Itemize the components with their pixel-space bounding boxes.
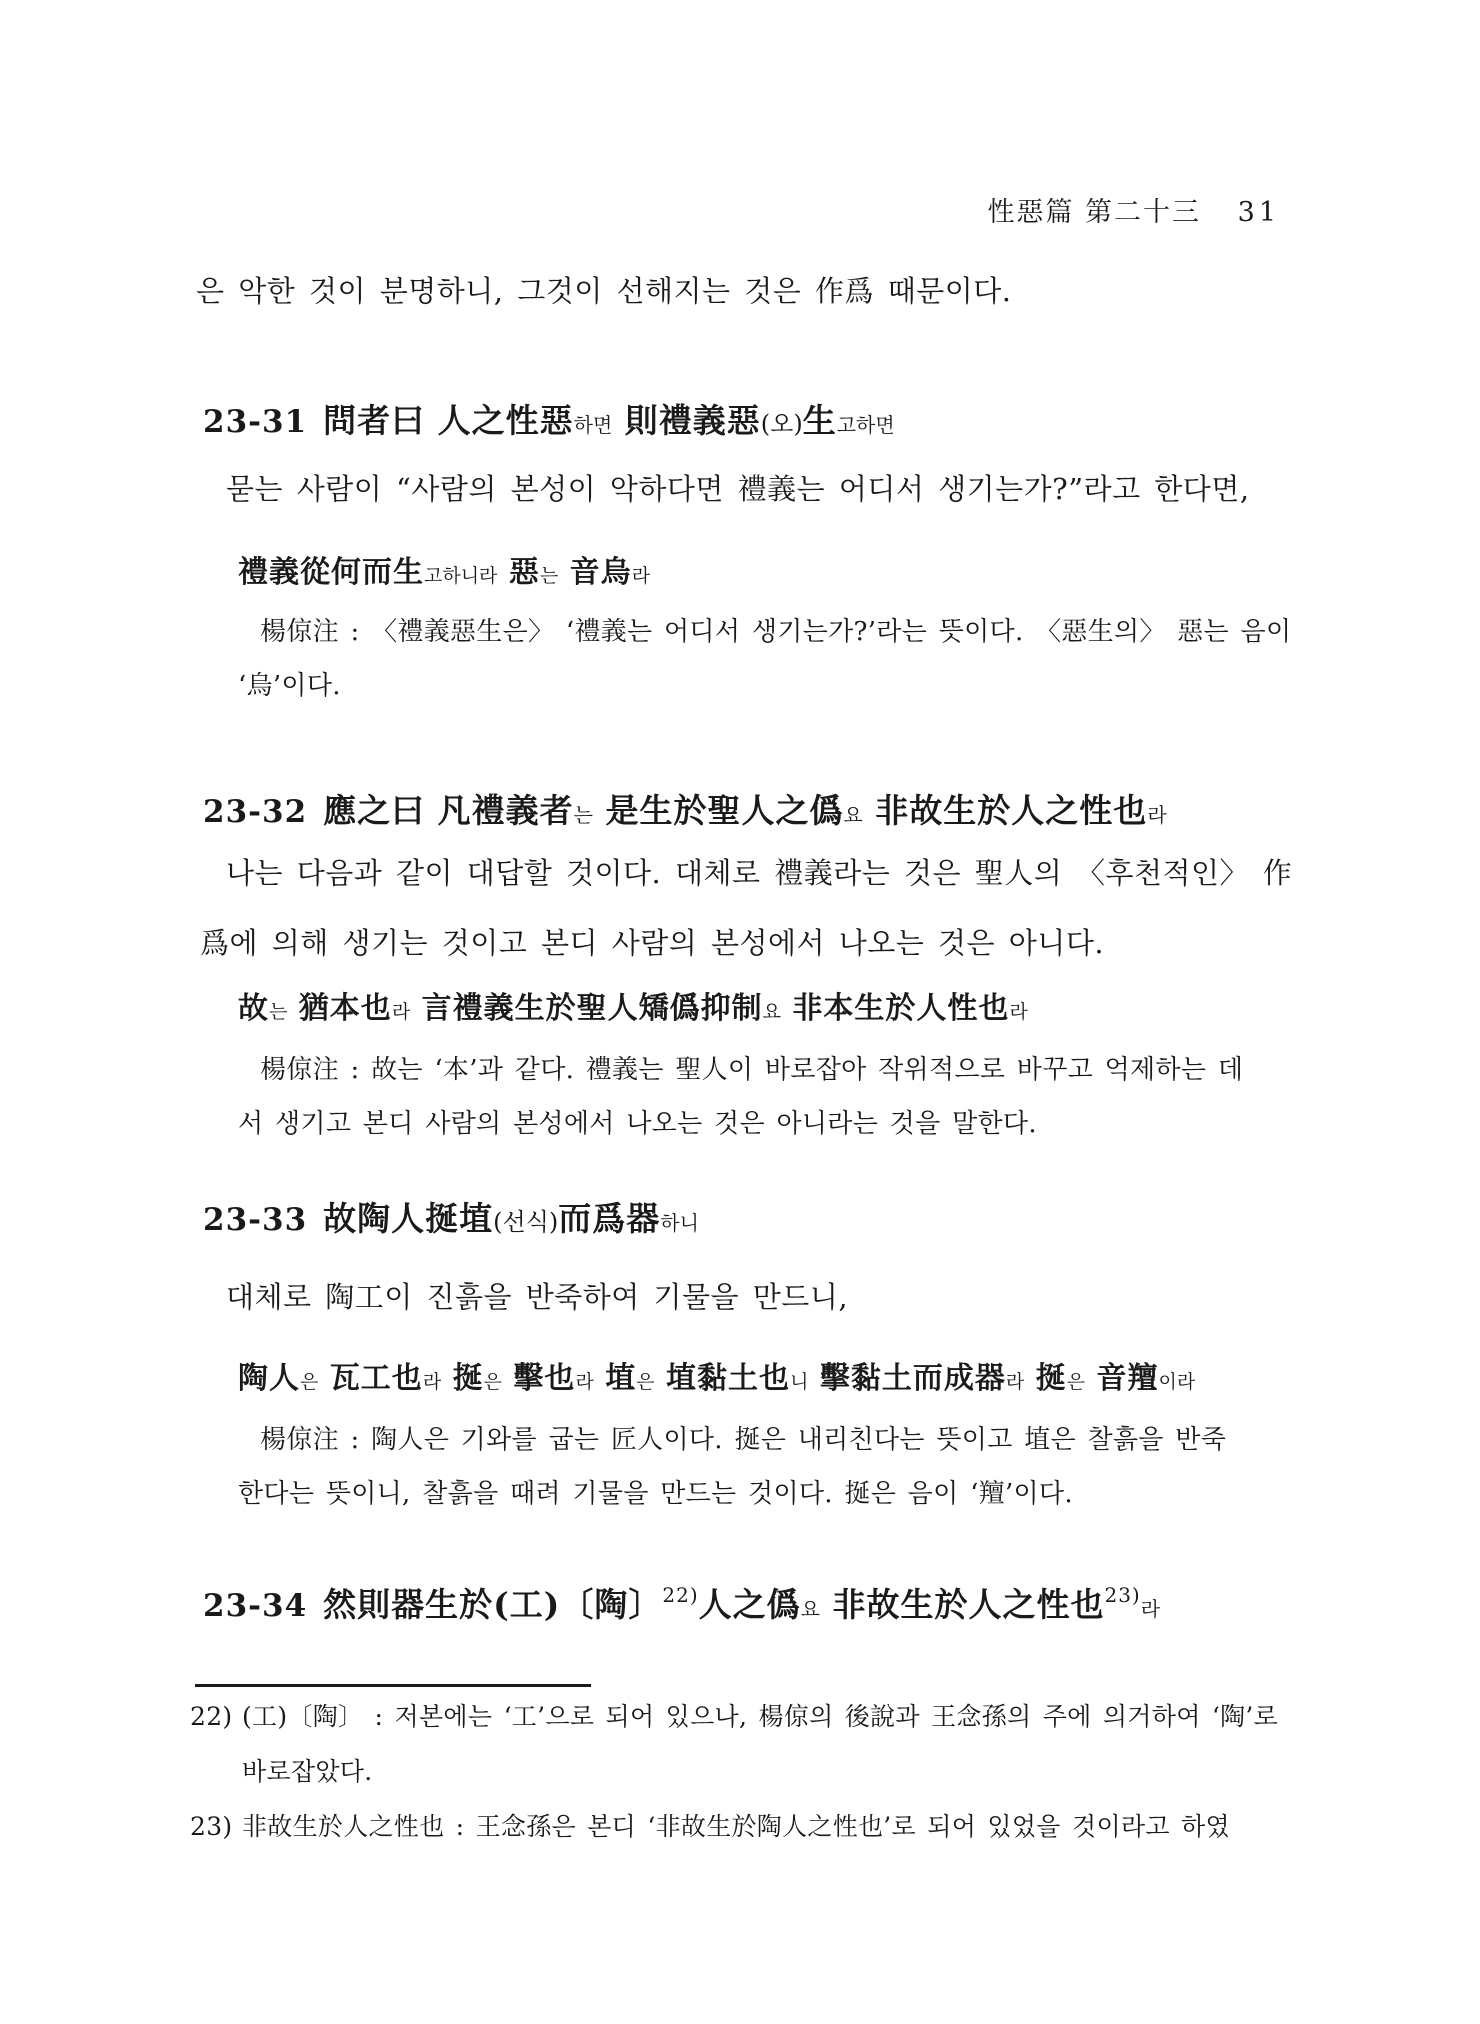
heading-hanja: 非故生於人之性也 <box>862 791 1148 830</box>
original-hanja: 言禮義生於聖人矯僞抑制 <box>410 991 763 1026</box>
footnote-ref-22: 22) <box>662 1583 699 1607</box>
heading-hanja: 然則器生於(工)〔陶〕 <box>323 1585 663 1624</box>
original-suffix: 라 <box>391 1001 411 1023</box>
heading-suffix: 라 <box>1147 803 1167 827</box>
heading-hanja: 是生於聖人之僞 <box>592 791 844 830</box>
heading-hanja: 人之僞 <box>698 1585 801 1624</box>
original-hanja: 瓦工也 <box>318 1361 423 1396</box>
original-hanja: 故 <box>238 991 269 1026</box>
heading-reading: (선식) <box>493 1208 559 1236</box>
original-suffix: 이라 <box>1158 1371 1196 1393</box>
section-heading-23-33 <box>203 1196 1383 1246</box>
original-hanja: 陶人 <box>238 1361 300 1396</box>
original-hanja: 音烏 <box>558 555 632 590</box>
commentary-23-31 <box>238 614 1348 722</box>
original-hanja: 挻 <box>1024 1361 1067 1396</box>
chapter-title: 性惡篇 第二十三 <box>987 197 1202 228</box>
page-number: 31 <box>1237 197 1280 228</box>
original-hanja: 禮義從何而生 <box>238 555 424 590</box>
translation-line: 나는 다음과 같이 대답할 것이다. 대체로 禮義라는 것은 聖人의 〈후천적인〉 作 <box>226 856 1293 890</box>
commentary-line: 서 생기고 본디 사람의 본성에서 나오는 것은 아니라는 것을 말한다. <box>238 1109 1037 1139</box>
footnote-22 <box>190 1698 1402 1808</box>
heading-suffix: 하면 <box>573 413 613 437</box>
section-heading-23-32 <box>203 788 1383 838</box>
heading-reading: (오) <box>760 410 803 438</box>
heading-hanja: 應之曰 凡禮義者 <box>323 791 574 830</box>
original-suffix: 라 <box>1009 1001 1028 1023</box>
heading-hanja: 則禮義惡 <box>612 401 761 440</box>
original-suffix: 라 <box>575 1371 594 1393</box>
original-suffix: 는 <box>269 1001 288 1023</box>
original-hanja: 埴 <box>593 1361 637 1396</box>
original-suffix: 고하니라 <box>424 565 498 587</box>
commentary-23-33 <box>238 1422 1348 1530</box>
original-hanja: 埴黏土也 <box>654 1361 791 1396</box>
heading-hanja: 非故生於人之性也 <box>819 1585 1105 1624</box>
original-hanja: 擊黏土而成器 <box>808 1361 1006 1396</box>
section-number: 23-32 <box>203 794 308 830</box>
footnote-ref-23: 23) <box>1104 1583 1141 1607</box>
original-hanja: 非本生於人性也 <box>780 991 1010 1026</box>
running-header <box>987 190 1280 229</box>
commentary-line: 한다는 뜻이니, 찰흙을 때려 기물을 만드는 것이다. 挻은 음이 ‘羶’이다. <box>238 1479 1073 1509</box>
footnote-line: 非故生於人之性也 : 王念孫은 본디 ‘非故生於陶人之性也’로 되어 있었을 것이라고 하였 <box>242 1812 1230 1841</box>
original-text-23-31 <box>238 552 1348 598</box>
original-suffix: 니 <box>790 1371 809 1393</box>
original-suffix: 은 <box>636 1371 655 1393</box>
section-heading-23-31 <box>203 398 1383 448</box>
original-hanja: 猶本也 <box>287 991 392 1026</box>
commentary-line: ‘烏’이다. <box>238 671 341 701</box>
heading-suffix: 는 <box>573 803 593 827</box>
section-number: 23-33 <box>203 1202 308 1238</box>
footnote-line: 바로잡았다. <box>242 1757 373 1786</box>
original-suffix: 는 <box>539 565 559 587</box>
original-hanja: 音羶 <box>1085 1361 1159 1396</box>
section-number: 23-31 <box>203 404 308 440</box>
translation-23-31: 묻는 사람이 “사람의 본성이 악하다면 禮義는 어디서 생기는가?”라고 한다면, <box>226 472 1250 506</box>
original-suffix: 라 <box>422 1371 442 1393</box>
original-suffix: 요 <box>762 1001 781 1023</box>
original-suffix: 은 <box>483 1371 502 1393</box>
heading-suffix: 라 <box>1140 1597 1161 1621</box>
intro-paragraph: 은 악한 것이 분명하니, 그것이 선해지는 것은 作爲 때문이다. <box>196 274 1012 308</box>
translation-23-33: 대체로 陶工이 진흙을 반죽하여 기물을 만드니, <box>226 1280 849 1314</box>
heading-hanja: 而爲器 <box>558 1199 661 1238</box>
heading-suffix: 하니 <box>660 1211 699 1235</box>
original-hanja: 擊也 <box>501 1361 576 1396</box>
heading-hanja: 生 <box>802 401 837 440</box>
footnote-separator <box>195 1684 591 1687</box>
original-text-23-33 <box>238 1358 1348 1404</box>
original-text-23-32 <box>238 988 1348 1034</box>
original-suffix: 은 <box>300 1371 319 1393</box>
footnote-23 <box>190 1808 1402 1863</box>
original-suffix: 라 <box>1005 1371 1025 1393</box>
heading-hanja: 故陶人挻埴 <box>323 1199 494 1238</box>
heading-suffix: 요 <box>843 803 863 827</box>
footnote-marker: 23) <box>190 1812 233 1841</box>
heading-hanja: 問者曰 人之性惡 <box>323 401 574 440</box>
translation-23-32 <box>200 852 1350 992</box>
footnote-line: (工)〔陶〕 : 저본에는 ‘工’으로 되어 있으나, 楊倞의 後說과 王念孫의 주에 의거하여 ‘陶’로 <box>242 1702 1279 1731</box>
translation-line: 爲에 의해 생기는 것이고 본디 사람의 본성에서 나오는 것은 아니다. <box>200 926 1105 960</box>
original-hanja: 挻 <box>441 1361 484 1396</box>
heading-suffix: 고하면 <box>836 413 895 437</box>
section-number: 23-34 <box>203 1588 308 1624</box>
commentary-line: 楊倞注 : 故는 ‘本’과 같다. 禮義는 聖人이 바로잡아 작위적으로 바꾸고 억제하는 데 <box>260 1055 1244 1085</box>
footnote-marker: 22) <box>190 1702 233 1731</box>
section-heading-23-34 <box>203 1572 1383 1632</box>
original-hanja: 惡 <box>497 555 540 590</box>
heading-suffix: 요 <box>800 1597 820 1621</box>
commentary-line: 楊倞注 : 陶人은 기와를 굽는 匠人이다. 挻은 내리친다는 뜻이고 埴은 찰흙을 반죽 <box>260 1425 1227 1455</box>
original-suffix: 라 <box>631 565 651 587</box>
commentary-23-32 <box>238 1052 1348 1160</box>
commentary-line: 楊倞注 : 〈禮義惡生은〉 ‘禮義는 어디서 생기는가?’라는 뜻이다. 〈惡生의〉 惡는 음이 <box>260 617 1292 647</box>
original-suffix: 은 <box>1066 1371 1086 1393</box>
